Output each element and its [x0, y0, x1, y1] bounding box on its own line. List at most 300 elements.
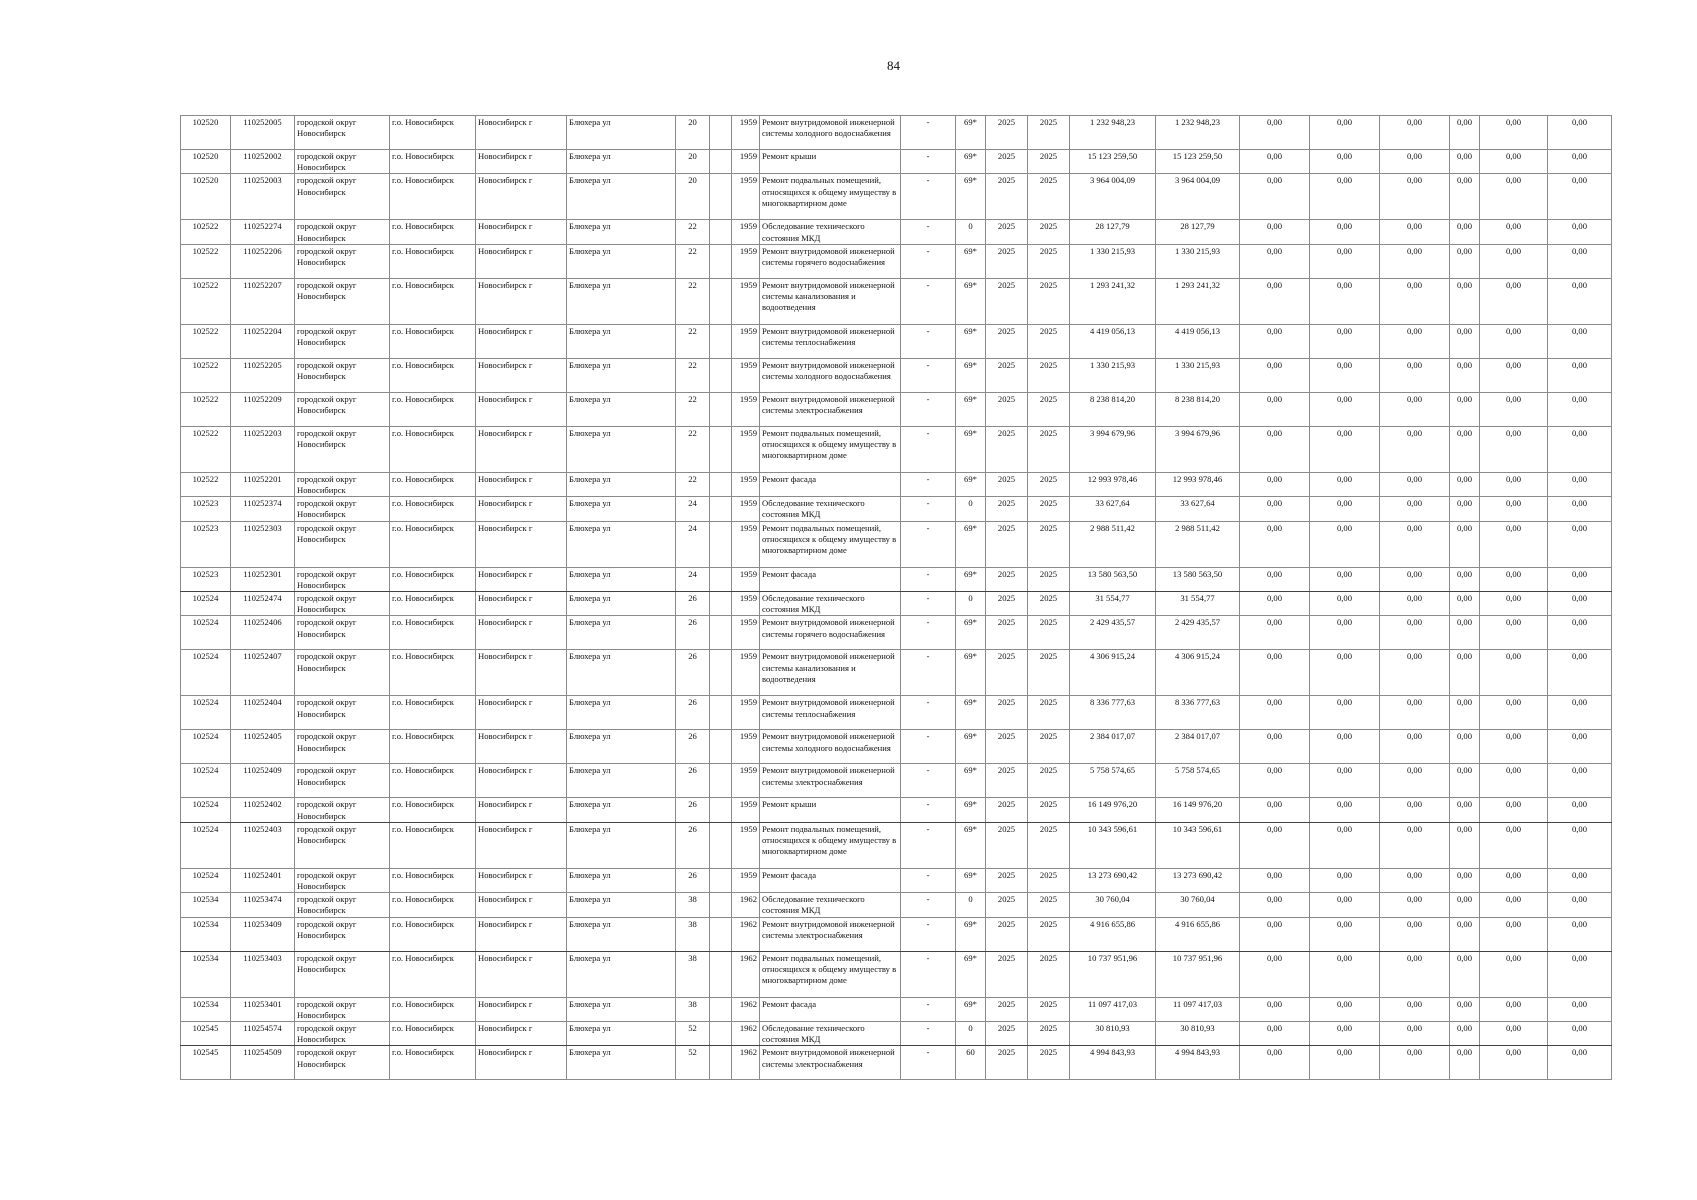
work-type-cell: Ремонт подвальных помещений, относящихся к общему имуществу в многоквартирном доме: [760, 521, 901, 567]
work-type-cell: Ремонт внутридомовой инженерной системы электроснабжения: [760, 764, 901, 798]
dash-cell: -: [901, 497, 956, 521]
amount-cell: 0,00: [1380, 244, 1450, 278]
amount-cell: 0,00: [1310, 696, 1380, 730]
municipal-district-cell: городской округ Новосибирск: [295, 893, 390, 917]
empty-cell: [710, 567, 732, 591]
amount-cell: 0,00: [1548, 616, 1612, 650]
empty-cell: [710, 997, 732, 1021]
total-cost-cell: 4 994 843,93: [1070, 1046, 1156, 1080]
work-code-cell: 110252474: [231, 592, 295, 616]
house-number-cell: 22: [676, 278, 710, 324]
plan-year-end-cell: 2025: [1028, 497, 1070, 521]
work-type-cell: Ремонт подвальных помещений, относящихся к общему имуществу в многоквартирном доме: [760, 822, 901, 868]
work-code-cell: 110254509: [231, 1046, 295, 1080]
work-type-cell: Ремонт крыши: [760, 798, 901, 822]
amount-cell: 0,00: [1380, 358, 1450, 392]
amount-cell: 0,00: [1450, 822, 1480, 868]
dash-cell: -: [901, 650, 956, 696]
plan-year-start-cell: 2025: [986, 1022, 1028, 1046]
total-cost-cell: 16 149 976,20: [1070, 798, 1156, 822]
total-cost-cell: 2 988 511,42: [1070, 521, 1156, 567]
work-code-cell: 110252406: [231, 616, 295, 650]
amount-cell: 0,00: [1310, 997, 1380, 1021]
percent-cell: 69*: [956, 174, 986, 220]
build-year-cell: 1962: [732, 1022, 760, 1046]
build-year-cell: 1959: [732, 822, 760, 868]
empty-cell: [710, 116, 732, 150]
build-year-cell: 1959: [732, 324, 760, 358]
amount-cell: 0,00: [1480, 426, 1548, 472]
plan-year-end-cell: 2025: [1028, 521, 1070, 567]
dash-cell: -: [901, 174, 956, 220]
work-code-cell: 110253409: [231, 917, 295, 951]
work-type-cell: Ремонт внутридомовой инженерной системы холодного водоснабжения: [760, 116, 901, 150]
settlement-cell: Новосибирск г: [476, 997, 567, 1021]
amount-cell: 0,00: [1240, 893, 1310, 917]
table-row: [181, 1022, 1612, 1046]
house-number-cell: 22: [676, 244, 710, 278]
house-number-cell: 26: [676, 798, 710, 822]
plan-year-start-cell: 2025: [986, 497, 1028, 521]
amount-cell: 0,00: [1380, 592, 1450, 616]
percent-cell: 69*: [956, 696, 986, 730]
amount-cell: 0,00: [1450, 116, 1480, 150]
dash-cell: -: [901, 616, 956, 650]
work-code-cell: 110252002: [231, 150, 295, 174]
municipal-district-cell: городской округ Новосибирск: [295, 426, 390, 472]
record-id-cell: 102520: [181, 150, 231, 174]
empty-cell: [710, 324, 732, 358]
amount-cell: 0,00: [1240, 592, 1310, 616]
dash-cell: -: [901, 730, 956, 764]
empty-cell: [710, 472, 732, 496]
amount-cell: 0,00: [1240, 472, 1310, 496]
amount-cell: 0,00: [1240, 278, 1310, 324]
city-district-cell: г.о. Новосибирск: [390, 997, 476, 1021]
plan-year-start-cell: 2025: [986, 951, 1028, 997]
plan-year-end-cell: 2025: [1028, 244, 1070, 278]
empty-cell: [710, 150, 732, 174]
house-number-cell: 22: [676, 358, 710, 392]
amount-cell: 0,00: [1240, 868, 1310, 892]
work-code-cell: 110252405: [231, 730, 295, 764]
amount-cell: 0,00: [1548, 472, 1612, 496]
table-row: [181, 730, 1612, 764]
plan-year-end-cell: 2025: [1028, 426, 1070, 472]
empty-cell: [710, 278, 732, 324]
city-district-cell: г.о. Новосибирск: [390, 893, 476, 917]
work-code-cell: 110252303: [231, 521, 295, 567]
amount-cell: 0,00: [1450, 567, 1480, 591]
percent-cell: 69*: [956, 567, 986, 591]
amount-cell: 0,00: [1380, 616, 1450, 650]
empty-cell: [710, 868, 732, 892]
amount-cell: 0,00: [1310, 324, 1380, 358]
empty-cell: [710, 764, 732, 798]
dash-cell: -: [901, 822, 956, 868]
build-year-cell: 1959: [732, 472, 760, 496]
total-cost-cell: 8 336 777,63: [1070, 696, 1156, 730]
amount-cell: 0,00: [1310, 616, 1380, 650]
work-code-cell: 110252274: [231, 220, 295, 244]
dash-cell: -: [901, 244, 956, 278]
percent-cell: 69*: [956, 392, 986, 426]
empty-cell: [710, 174, 732, 220]
amount-cell: 0,00: [1548, 324, 1612, 358]
city-district-cell: г.о. Новосибирск: [390, 220, 476, 244]
amount-cell: 0,00: [1480, 174, 1548, 220]
total-cost-cell: 3 964 004,09: [1070, 174, 1156, 220]
record-id-cell: 102522: [181, 426, 231, 472]
table-row: [181, 1046, 1612, 1080]
build-year-cell: 1959: [732, 116, 760, 150]
plan-year-end-cell: 2025: [1028, 392, 1070, 426]
city-district-cell: г.о. Новосибирск: [390, 150, 476, 174]
plan-year-end-cell: 2025: [1028, 220, 1070, 244]
dash-cell: -: [901, 472, 956, 496]
amount-cell: 0,00: [1380, 997, 1450, 1021]
table-row: [181, 951, 1612, 997]
percent-cell: 69*: [956, 426, 986, 472]
dash-cell: -: [901, 893, 956, 917]
amount-cell: 0,00: [1240, 244, 1310, 278]
amount-cell: 0,00: [1240, 567, 1310, 591]
work-code-cell: 110252403: [231, 822, 295, 868]
amount-cell: 0,00: [1240, 426, 1310, 472]
fund-cost-cell: 4 994 843,93: [1156, 1046, 1240, 1080]
street-cell: Блюхера ул: [567, 324, 676, 358]
repair-register-table: [180, 115, 1612, 1080]
plan-year-start-cell: 2025: [986, 426, 1028, 472]
plan-year-start-cell: 2025: [986, 358, 1028, 392]
dash-cell: -: [901, 358, 956, 392]
amount-cell: 0,00: [1310, 358, 1380, 392]
total-cost-cell: 31 554,77: [1070, 592, 1156, 616]
percent-cell: 69*: [956, 472, 986, 496]
total-cost-cell: 3 994 679,96: [1070, 426, 1156, 472]
percent-cell: 60: [956, 1046, 986, 1080]
empty-cell: [710, 951, 732, 997]
fund-cost-cell: 2 429 435,57: [1156, 616, 1240, 650]
amount-cell: 0,00: [1548, 696, 1612, 730]
table-row: [181, 324, 1612, 358]
settlement-cell: Новосибирск г: [476, 324, 567, 358]
plan-year-end-cell: 2025: [1028, 1046, 1070, 1080]
empty-cell: [710, 616, 732, 650]
city-district-cell: г.о. Новосибирск: [390, 822, 476, 868]
house-number-cell: 38: [676, 893, 710, 917]
work-code-cell: 110253403: [231, 951, 295, 997]
settlement-cell: Новосибирск г: [476, 244, 567, 278]
amount-cell: 0,00: [1480, 220, 1548, 244]
record-id-cell: 102523: [181, 497, 231, 521]
work-type-cell: Ремонт внутридомовой инженерной системы канализования и водоотведения: [760, 650, 901, 696]
build-year-cell: 1962: [732, 951, 760, 997]
table-row: [181, 220, 1612, 244]
plan-year-start-cell: 2025: [986, 567, 1028, 591]
record-id-cell: 102534: [181, 893, 231, 917]
amount-cell: 0,00: [1240, 917, 1310, 951]
amount-cell: 0,00: [1240, 822, 1310, 868]
dash-cell: -: [901, 764, 956, 798]
total-cost-cell: 15 123 259,50: [1070, 150, 1156, 174]
amount-cell: 0,00: [1240, 1046, 1310, 1080]
dash-cell: -: [901, 997, 956, 1021]
record-id-cell: 102534: [181, 917, 231, 951]
total-cost-cell: 33 627,64: [1070, 497, 1156, 521]
percent-cell: 69*: [956, 798, 986, 822]
house-number-cell: 24: [676, 521, 710, 567]
settlement-cell: Новосибирск г: [476, 392, 567, 426]
table-row: [181, 616, 1612, 650]
settlement-cell: Новосибирск г: [476, 174, 567, 220]
house-number-cell: 52: [676, 1022, 710, 1046]
fund-cost-cell: 1 293 241,32: [1156, 278, 1240, 324]
work-code-cell: 110252207: [231, 278, 295, 324]
empty-cell: [710, 497, 732, 521]
table-row: [181, 893, 1612, 917]
amount-cell: 0,00: [1450, 426, 1480, 472]
fund-cost-cell: 11 097 417,03: [1156, 997, 1240, 1021]
amount-cell: 0,00: [1480, 730, 1548, 764]
amount-cell: 0,00: [1380, 278, 1450, 324]
plan-year-start-cell: 2025: [986, 798, 1028, 822]
amount-cell: 0,00: [1450, 798, 1480, 822]
municipal-district-cell: городской округ Новосибирск: [295, 997, 390, 1021]
plan-year-start-cell: 2025: [986, 822, 1028, 868]
record-id-cell: 102545: [181, 1022, 231, 1046]
empty-cell: [710, 917, 732, 951]
total-cost-cell: 1 330 215,93: [1070, 358, 1156, 392]
amount-cell: 0,00: [1450, 521, 1480, 567]
table-row: [181, 150, 1612, 174]
municipal-district-cell: городской округ Новосибирск: [295, 521, 390, 567]
house-number-cell: 22: [676, 392, 710, 426]
city-district-cell: г.о. Новосибирск: [390, 392, 476, 426]
plan-year-end-cell: 2025: [1028, 278, 1070, 324]
total-cost-cell: 4 916 655,86: [1070, 917, 1156, 951]
amount-cell: 0,00: [1310, 917, 1380, 951]
settlement-cell: Новосибирск г: [476, 798, 567, 822]
record-id-cell: 102524: [181, 730, 231, 764]
street-cell: Блюхера ул: [567, 696, 676, 730]
house-number-cell: 26: [676, 696, 710, 730]
plan-year-end-cell: 2025: [1028, 764, 1070, 798]
municipal-district-cell: городской округ Новосибирск: [295, 244, 390, 278]
city-district-cell: г.о. Новосибирск: [390, 868, 476, 892]
city-district-cell: г.о. Новосибирск: [390, 521, 476, 567]
work-code-cell: 110252209: [231, 392, 295, 426]
empty-cell: [710, 358, 732, 392]
percent-cell: 0: [956, 220, 986, 244]
amount-cell: 0,00: [1380, 220, 1450, 244]
municipal-district-cell: городской округ Новосибирск: [295, 917, 390, 951]
amount-cell: 0,00: [1380, 324, 1450, 358]
table-row: [181, 917, 1612, 951]
work-type-cell: Ремонт внутридомовой инженерной системы канализования и водоотведения: [760, 278, 901, 324]
amount-cell: 0,00: [1310, 150, 1380, 174]
fund-cost-cell: 8 238 814,20: [1156, 392, 1240, 426]
table-row: [181, 426, 1612, 472]
amount-cell: 0,00: [1548, 358, 1612, 392]
empty-cell: [710, 650, 732, 696]
build-year-cell: 1959: [732, 392, 760, 426]
settlement-cell: Новосибирск г: [476, 472, 567, 496]
fund-cost-cell: 13 273 690,42: [1156, 868, 1240, 892]
house-number-cell: 24: [676, 567, 710, 591]
city-district-cell: г.о. Новосибирск: [390, 567, 476, 591]
plan-year-start-cell: 2025: [986, 278, 1028, 324]
total-cost-cell: 2 384 017,07: [1070, 730, 1156, 764]
table-body: [181, 116, 1612, 1080]
build-year-cell: 1959: [732, 244, 760, 278]
plan-year-start-cell: 2025: [986, 592, 1028, 616]
table-row: [181, 650, 1612, 696]
amount-cell: 0,00: [1310, 472, 1380, 496]
percent-cell: 69*: [956, 868, 986, 892]
table-row: [181, 567, 1612, 591]
percent-cell: 69*: [956, 244, 986, 278]
amount-cell: 0,00: [1450, 392, 1480, 426]
amount-cell: 0,00: [1480, 764, 1548, 798]
work-type-cell: Обследование технического состояния МКД: [760, 893, 901, 917]
work-code-cell: 110252301: [231, 567, 295, 591]
plan-year-start-cell: 2025: [986, 392, 1028, 426]
street-cell: Блюхера ул: [567, 798, 676, 822]
amount-cell: 0,00: [1380, 472, 1450, 496]
street-cell: Блюхера ул: [567, 893, 676, 917]
settlement-cell: Новосибирск г: [476, 358, 567, 392]
dash-cell: -: [901, 951, 956, 997]
amount-cell: 0,00: [1548, 997, 1612, 1021]
total-cost-cell: 4 306 915,24: [1070, 650, 1156, 696]
municipal-district-cell: городской округ Новосибирск: [295, 1022, 390, 1046]
municipal-district-cell: городской округ Новосибирск: [295, 592, 390, 616]
build-year-cell: 1959: [732, 650, 760, 696]
table-row: [181, 696, 1612, 730]
plan-year-end-cell: 2025: [1028, 650, 1070, 696]
amount-cell: 0,00: [1450, 174, 1480, 220]
dash-cell: -: [901, 392, 956, 426]
table-row: [181, 764, 1612, 798]
amount-cell: 0,00: [1480, 650, 1548, 696]
empty-cell: [710, 592, 732, 616]
total-cost-cell: 5 758 574,65: [1070, 764, 1156, 798]
amount-cell: 0,00: [1548, 392, 1612, 426]
amount-cell: 0,00: [1310, 798, 1380, 822]
work-type-cell: Ремонт внутридомовой инженерной системы горячего водоснабжения: [760, 616, 901, 650]
amount-cell: 0,00: [1310, 1046, 1380, 1080]
work-type-cell: Ремонт подвальных помещений, относящихся к общему имуществу в многоквартирном доме: [760, 426, 901, 472]
percent-cell: 69*: [956, 116, 986, 150]
amount-cell: 0,00: [1480, 917, 1548, 951]
settlement-cell: Новосибирск г: [476, 521, 567, 567]
amount-cell: 0,00: [1380, 567, 1450, 591]
house-number-cell: 26: [676, 730, 710, 764]
amount-cell: 0,00: [1310, 1022, 1380, 1046]
amount-cell: 0,00: [1240, 696, 1310, 730]
work-type-cell: Обследование технического состояния МКД: [760, 497, 901, 521]
amount-cell: 0,00: [1548, 868, 1612, 892]
work-code-cell: 110252407: [231, 650, 295, 696]
municipal-district-cell: городской округ Новосибирск: [295, 278, 390, 324]
plan-year-end-cell: 2025: [1028, 997, 1070, 1021]
amount-cell: 0,00: [1480, 116, 1548, 150]
house-number-cell: 22: [676, 426, 710, 472]
amount-cell: 0,00: [1480, 324, 1548, 358]
fund-cost-cell: 15 123 259,50: [1156, 150, 1240, 174]
total-cost-cell: 12 993 978,46: [1070, 472, 1156, 496]
build-year-cell: 1959: [732, 358, 760, 392]
percent-cell: 69*: [956, 616, 986, 650]
total-cost-cell: 28 127,79: [1070, 220, 1156, 244]
record-id-cell: 102524: [181, 764, 231, 798]
house-number-cell: 38: [676, 917, 710, 951]
work-type-cell: Ремонт фасада: [760, 567, 901, 591]
amount-cell: 0,00: [1240, 764, 1310, 798]
amount-cell: 0,00: [1450, 951, 1480, 997]
amount-cell: 0,00: [1450, 1022, 1480, 1046]
amount-cell: 0,00: [1450, 730, 1480, 764]
street-cell: Блюхера ул: [567, 868, 676, 892]
table-row: [181, 244, 1612, 278]
city-district-cell: г.о. Новосибирск: [390, 116, 476, 150]
amount-cell: 0,00: [1310, 220, 1380, 244]
settlement-cell: Новосибирск г: [476, 951, 567, 997]
amount-cell: 0,00: [1548, 521, 1612, 567]
settlement-cell: Новосибирск г: [476, 893, 567, 917]
work-code-cell: 110252401: [231, 868, 295, 892]
work-type-cell: Ремонт фасада: [760, 868, 901, 892]
fund-cost-cell: 13 580 563,50: [1156, 567, 1240, 591]
percent-cell: 69*: [956, 822, 986, 868]
build-year-cell: 1959: [732, 521, 760, 567]
amount-cell: 0,00: [1310, 592, 1380, 616]
amount-cell: 0,00: [1380, 917, 1450, 951]
empty-cell: [710, 392, 732, 426]
street-cell: Блюхера ул: [567, 822, 676, 868]
amount-cell: 0,00: [1240, 150, 1310, 174]
build-year-cell: 1959: [732, 426, 760, 472]
amount-cell: 0,00: [1480, 472, 1548, 496]
municipal-district-cell: городской округ Новосибирск: [295, 951, 390, 997]
percent-cell: 69*: [956, 764, 986, 798]
street-cell: Блюхера ул: [567, 278, 676, 324]
amount-cell: 0,00: [1480, 1022, 1548, 1046]
amount-cell: 0,00: [1310, 174, 1380, 220]
plan-year-start-cell: 2025: [986, 650, 1028, 696]
work-code-cell: 110252374: [231, 497, 295, 521]
street-cell: Блюхера ул: [567, 917, 676, 951]
municipal-district-cell: городской округ Новосибирск: [295, 822, 390, 868]
total-cost-cell: 13 580 563,50: [1070, 567, 1156, 591]
amount-cell: 0,00: [1480, 951, 1548, 997]
fund-cost-cell: 1 330 215,93: [1156, 358, 1240, 392]
plan-year-end-cell: 2025: [1028, 174, 1070, 220]
plan-year-end-cell: 2025: [1028, 822, 1070, 868]
settlement-cell: Новосибирск г: [476, 696, 567, 730]
street-cell: Блюхера ул: [567, 220, 676, 244]
amount-cell: 0,00: [1480, 358, 1548, 392]
work-code-cell: 110252206: [231, 244, 295, 278]
street-cell: Блюхера ул: [567, 150, 676, 174]
amount-cell: 0,00: [1240, 116, 1310, 150]
amount-cell: 0,00: [1240, 174, 1310, 220]
amount-cell: 0,00: [1310, 764, 1380, 798]
amount-cell: 0,00: [1240, 650, 1310, 696]
work-code-cell: 110253474: [231, 893, 295, 917]
table-row: [181, 997, 1612, 1021]
